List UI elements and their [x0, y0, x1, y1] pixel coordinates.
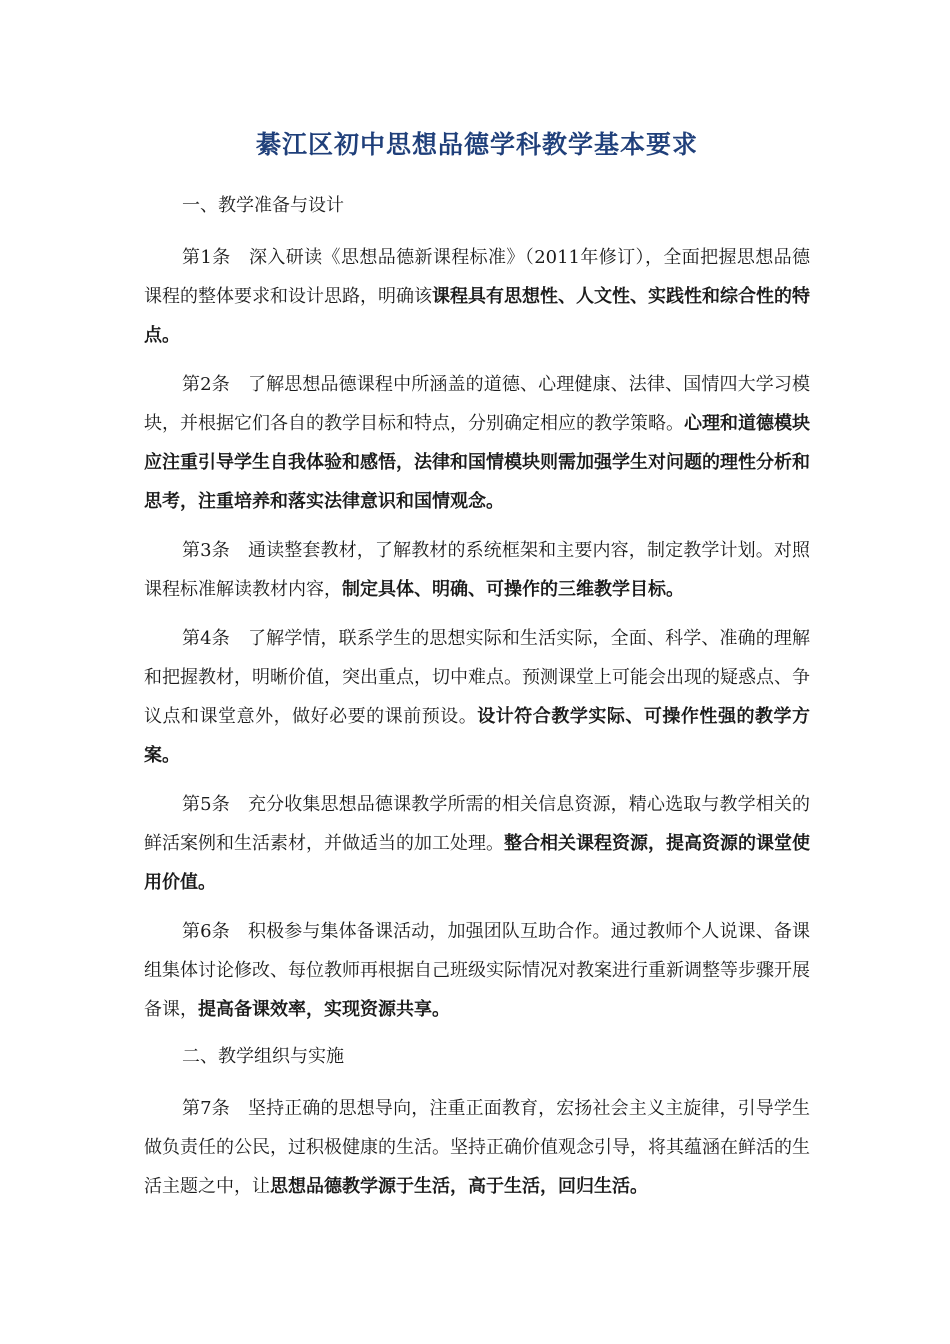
section-heading: 二、教学组织与实施	[182, 1046, 344, 1067]
article-text: 深入研读《思想品德新课程标准》（	[249, 247, 535, 268]
article-number: 3	[200, 540, 212, 561]
document-title: 綦江区初中思想品德学科教学基本要求	[255, 130, 698, 159]
article-emphasis-text: 设计符合教学实际、可操作性强的教学方案。	[144, 706, 811, 766]
article-paragraph	[144, 365, 810, 521]
article-text: 积极参与集体备课活动，加强团队互助合作。通过教师个人说课、备课组集体讨论修改、每位教师再根据自己班级实际情况对教案进行重新调整等步骤开展备课，	[144, 921, 811, 1020]
article-label: 第	[182, 794, 201, 815]
article-label: 第	[182, 374, 201, 395]
article-label-suffix: 条	[211, 374, 248, 395]
article-number: 6	[200, 921, 212, 942]
article-text: 了解学情，联系学生的思想实际和生活实际，全面、科学、准确的理解和把握教材，明晰价值，突出重点，切中难点。预测课堂上可能会出现的疑惑点、争议点和课堂意外，做好必要的课前预设。	[144, 628, 811, 727]
article-number: 2	[200, 374, 212, 395]
article-text: 充分收集思想品德课教学所需的相关信息资源，精心选取与教学相关的鲜活案例和生活素材，并做适当的加工处理。	[144, 794, 811, 854]
article-number: 4	[200, 628, 212, 649]
article-paragraph	[144, 1089, 810, 1206]
article-paragraph	[144, 619, 810, 775]
article-label-suffix: 条	[211, 540, 248, 561]
article-label: 第	[182, 921, 201, 942]
article-emphasis-text: 思想品德教学源于生活，高于生活，回归生活。	[270, 1176, 648, 1197]
article-label-suffix: 条	[211, 1098, 248, 1119]
article-emphasis-text: 整合相关课程资源，提高资源的课堂使用价值。	[144, 833, 810, 893]
article-paragraph	[144, 912, 810, 1029]
article-label-suffix: 条	[211, 921, 248, 942]
section-heading: 一、教学准备与设计	[182, 195, 344, 216]
article-text: 年修订），全面把握思想品德课程的整体要求和设计思路，明确该	[144, 247, 811, 307]
article-number: 5	[200, 794, 212, 815]
article-paragraph	[144, 531, 810, 609]
article-paragraph	[144, 238, 810, 355]
article-text: 了解思想品德课程中所涵盖的道德、心理健康、法律、国情四大学习模块，并根据它们各自的教学目标和特点，分别确定相应的教学策略。	[144, 374, 811, 434]
article-emphasis-text: 提高备课效率，实现资源共享。	[198, 999, 450, 1020]
document-body	[144, 188, 810, 1206]
article-text: 通读整套教材，了解教材的系统框架和主要内容，制定教学计划。对照课程标准解读教材内容，	[144, 540, 811, 600]
article-label: 第	[182, 540, 201, 561]
article-label-suffix: 条	[211, 628, 248, 649]
article-number: 7	[200, 1098, 212, 1119]
article-label-suffix: 条	[211, 247, 250, 268]
article-number: 1	[200, 247, 212, 268]
article-text: 坚持正确的思想导向，注重正面教育，宏扬社会主义主旋律，引导学生做负责任的公民，过积极健康的生活。坚持正确价值观念引导，将其蕴涵在鲜活的生活主题之中，让	[144, 1098, 811, 1197]
article-label: 第	[182, 628, 201, 649]
article-label-suffix: 条	[211, 794, 248, 815]
article-emphasis-text: 制定具体、明确、可操作的三维教学目标。	[342, 579, 684, 600]
article-emphasis-text: 心理和道德模块应注重引导学生自我体验和感悟，法律和国情模块则需加强学生对问题的理性分析和思考，注重培养和落实法律意识和国情观念。	[144, 413, 810, 512]
article-label: 第	[182, 1098, 201, 1119]
article-label: 第	[182, 247, 201, 268]
article-paragraph	[144, 785, 810, 902]
article-text: 2011	[534, 247, 581, 268]
article-emphasis-text: 课程具有思想性、人文性、实践性和综合性的特点。	[144, 286, 810, 346]
